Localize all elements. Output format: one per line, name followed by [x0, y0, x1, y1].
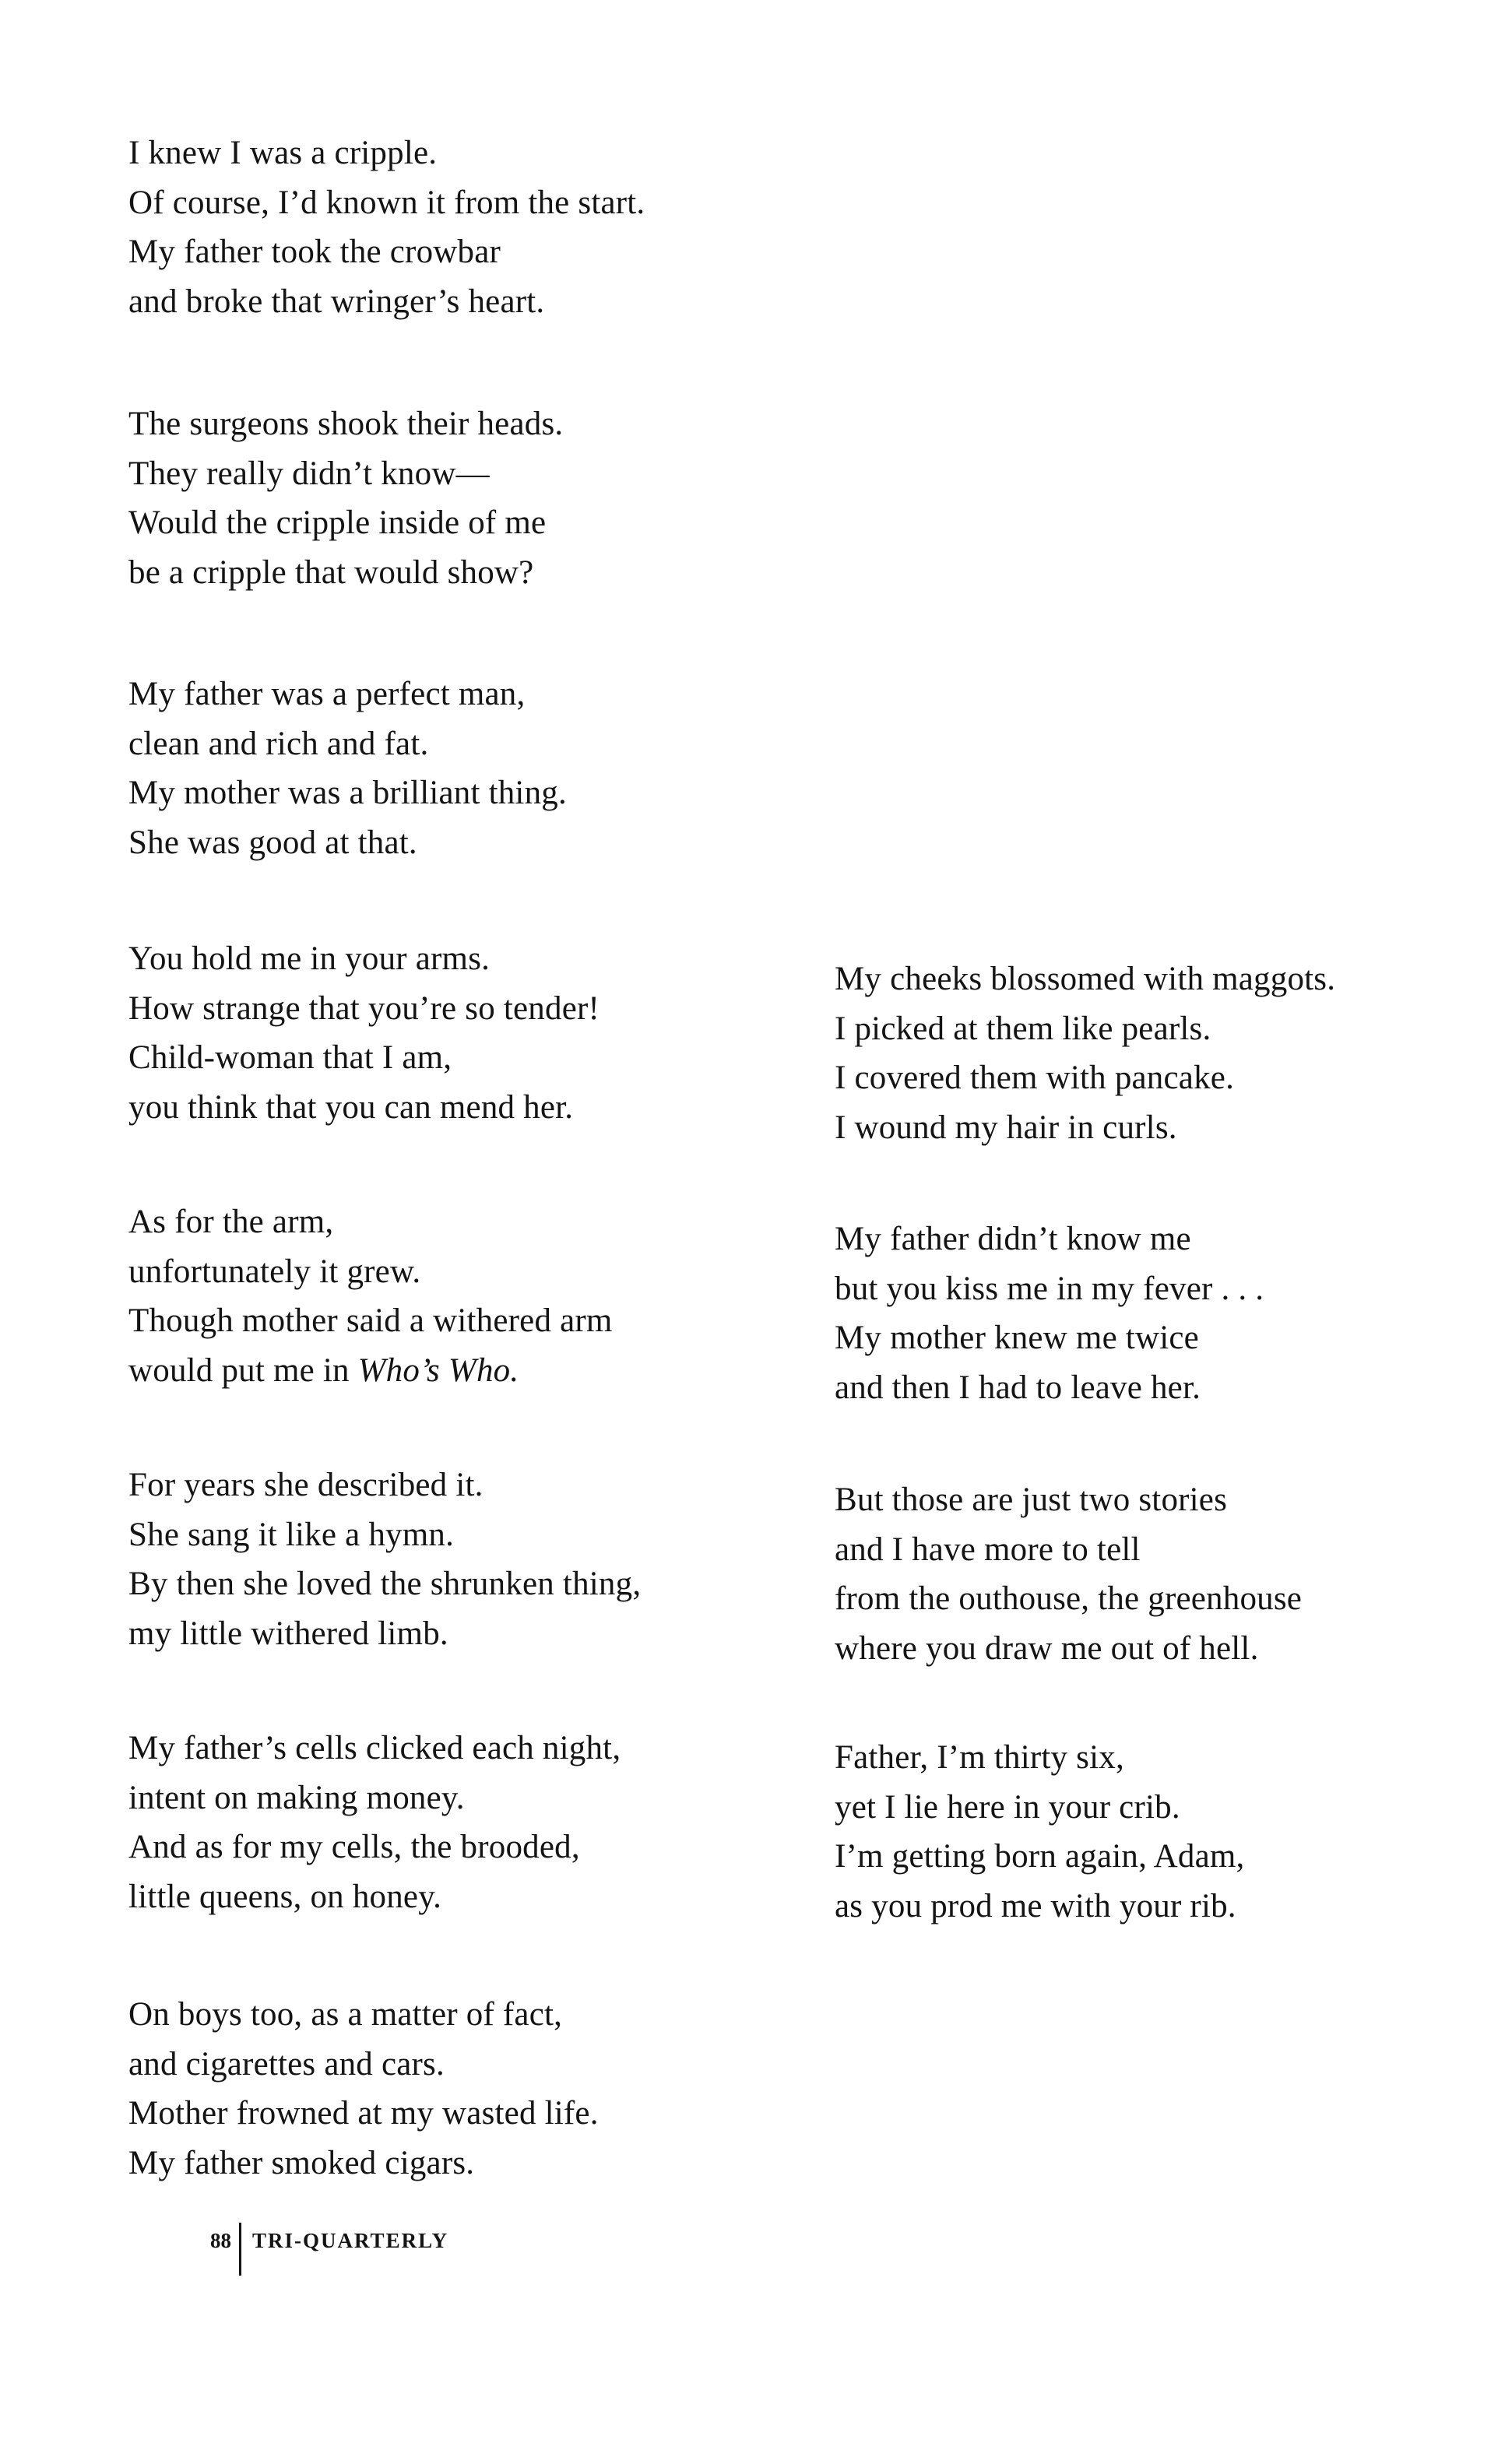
poem-line: intent on making money.: [128, 1779, 465, 1816]
poem-line: my little withered limb.: [128, 1615, 448, 1652]
poem-line: Child-woman that I am,: [128, 1039, 452, 1076]
poem-line: She sang it like a hymn.: [128, 1516, 455, 1553]
page-footer: [210, 2223, 448, 2277]
poem-line: My mother was a brilliant thing.: [128, 775, 567, 811]
poem-line: The surgeons shook their heads.: [128, 406, 564, 442]
stanza-left-8: [128, 1990, 814, 2188]
poem-line: Though mother said a withered arm: [128, 1302, 613, 1339]
stanza-left-5: [128, 1197, 814, 1395]
poem-line: as you prod me with your rib.: [835, 1887, 1236, 1924]
poem-line: little queens, on honey.: [128, 1878, 442, 1915]
poem-line: clean and rich and fat.: [128, 725, 429, 762]
poem-line: I picked at them like pearls.: [835, 1010, 1211, 1047]
poem-line: Would the cripple inside of me: [128, 504, 547, 541]
poem-line: My father didn’t know me: [835, 1221, 1191, 1257]
poem-line: My father was a perfect man,: [128, 676, 526, 712]
poem-line: For years she described it.: [128, 1467, 483, 1503]
poem-line: You hold me in your arms.: [128, 940, 491, 977]
poem-line: and I have more to tell: [835, 1531, 1141, 1568]
poem-line: be a cripple that would show?: [128, 554, 534, 591]
poem-line: How strange that you’re so tender!: [128, 989, 600, 1027]
stanza-right-1: [835, 954, 1512, 1152]
stanza-left-1: [128, 128, 814, 326]
poem-line: where you draw me out of hell.: [835, 1629, 1259, 1667]
poem-line: By then she loved the shrunken thing,: [128, 1566, 642, 1602]
poem-line: but you kiss me in my fever . . .: [835, 1270, 1264, 1307]
italic-title: Who’s Who.: [357, 1352, 519, 1389]
poem-line: And as for my cells, the brooded,: [128, 1829, 580, 1865]
poem-line: I’m getting born again, Adam,: [835, 1838, 1245, 1875]
poem-line: Of course, I’d known it from the start.: [128, 184, 645, 221]
poem-line: My father smoked cigars.: [128, 2144, 475, 2181]
poem-line: I covered them with pancake.: [835, 1060, 1235, 1096]
stanza-left-4: [128, 934, 814, 1132]
poem-line: As for the arm,: [128, 1204, 334, 1240]
stanza-right-3: [835, 1475, 1512, 1673]
poem-line: and broke that wringer’s heart.: [128, 283, 545, 320]
stanza-left-7: [128, 1724, 814, 1921]
stanza-left-3: [128, 670, 814, 867]
poem-line: She was good at that.: [128, 824, 417, 861]
poem-line: Father, I’m thirty six,: [835, 1739, 1124, 1776]
stanza-left-2: [128, 399, 814, 597]
poem-line: My father took the crowbar: [128, 234, 501, 270]
poem-line: On boys too, as a matter of fact,: [128, 1996, 563, 2033]
poem-line: My cheeks blossomed with maggots.: [835, 961, 1336, 997]
stanza-left-6: [128, 1460, 814, 1658]
poem-line: you think that you can mend her.: [128, 1088, 574, 1126]
stanza-right-2: [835, 1214, 1512, 1412]
poem-line: and cigarettes and cars.: [128, 2045, 445, 2083]
stanza-right-4: [835, 1733, 1512, 1931]
poem-line: Mother frowned at my wasted life.: [128, 2095, 599, 2132]
poem-line-start: would put me in: [128, 1352, 358, 1389]
poem-line: unfortunately it grew.: [128, 1253, 421, 1290]
poem-line: and then I had to leave her.: [835, 1369, 1201, 1406]
journal-title: TRI-QUARTERLY: [252, 2229, 449, 2252]
page-number: 88: [210, 2229, 231, 2252]
poem-line: But those are just two stories: [835, 1482, 1228, 1518]
poem-line: I knew I was a cripple.: [128, 135, 438, 171]
poem-line: yet I lie here in your crib.: [835, 1788, 1180, 1826]
poem-line: My father’s cells clicked each night,: [128, 1730, 621, 1766]
poem-line: They really didn’t know—: [128, 455, 490, 492]
poem-line: [128, 1346, 814, 1396]
poem-line: from the outhouse, the greenhouse: [835, 1580, 1303, 1617]
poem-line: I wound my hair in curls.: [835, 1109, 1177, 1146]
poem-line: My mother knew me twice: [835, 1320, 1199, 1356]
